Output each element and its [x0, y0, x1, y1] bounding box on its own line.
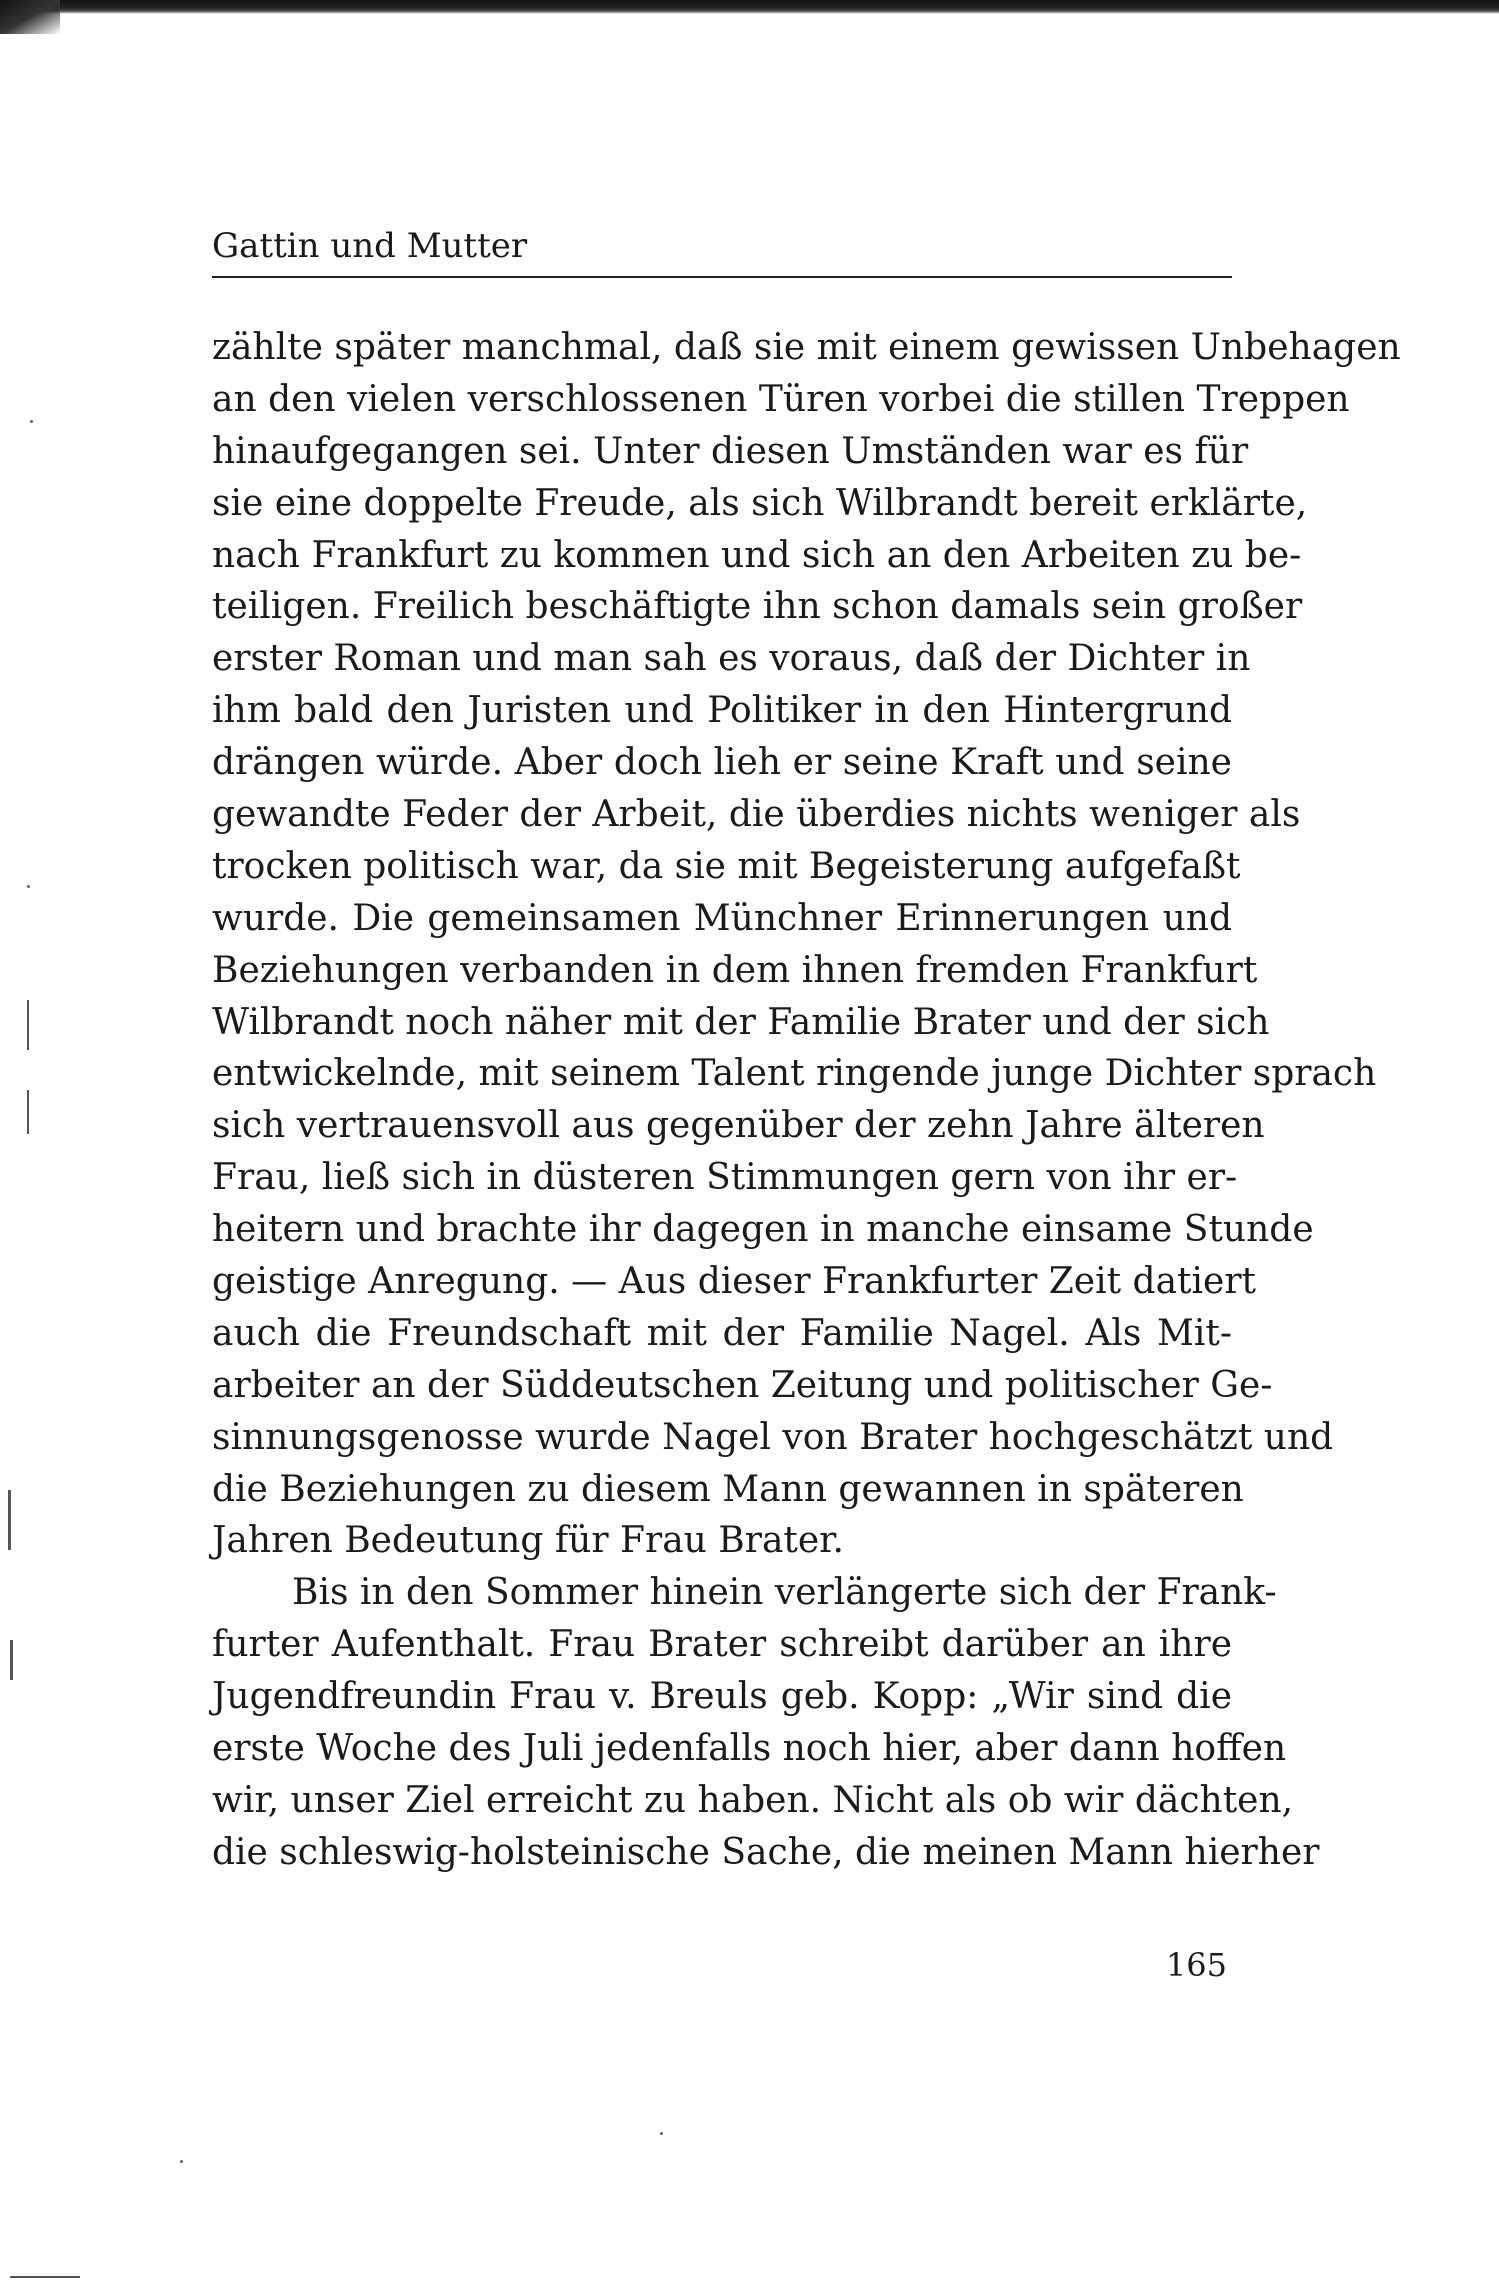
- body-text: [212, 322, 1401, 1879]
- text-line: Beziehungen verbanden in dem ihnen fremden Frankfurt: [212, 949, 1258, 991]
- text-line: erste Woche des Juli jedenfalls noch hier, aber dann hoffen: [212, 1728, 1287, 1770]
- text-line: die schleswig-holsteinische Sache, die meinen Mann hierher: [212, 1831, 1320, 1873]
- text-line: entwickelnde, mit seinem Talent ringende junge Dichter sprach: [212, 1053, 1377, 1095]
- scan-speck: [30, 420, 33, 423]
- text-line: hinaufgegangen sei. Unter diesen Umständen war es für: [212, 430, 1249, 472]
- text-line: nach Frankfurt zu kommen und sich an den Arbeiten zu be-: [212, 534, 1302, 576]
- text-line: Wilbrandt noch näher mit der Familie Brater und der sich: [212, 1001, 1270, 1043]
- margin-mark: [8, 1490, 11, 1550]
- text-line: Jugendfreundin Frau v. Breuls geb. Kopp: „Wir sind die: [212, 1676, 1232, 1718]
- text-line: gewandte Feder der Arbeit, die überdies nichts weniger als: [212, 794, 1301, 836]
- running-head: Gattin und Mutter: [212, 226, 528, 266]
- text-line: sich vertrauensvoll aus gegenüber der zehn Jahre älteren: [212, 1105, 1265, 1147]
- text-line: sinnungsgenosse wurde Nagel von Brater hochgeschätzt und: [212, 1416, 1334, 1458]
- text-line: ihm bald den Juristen und Politiker in den Hintergrund: [212, 690, 1232, 732]
- margin-mark: [27, 1000, 29, 1050]
- header-rule: [212, 276, 1232, 278]
- text-line: an den vielen verschlossenen Türen vorbei die stillen Treppen: [212, 378, 1350, 420]
- text-line: wurde. Die gemeinsamen Münchner Erinnerungen und: [212, 897, 1232, 939]
- text-line: auch die Freundschaft mit der Familie Nagel. Als Mit-: [212, 1312, 1232, 1354]
- scan-bottom-mark: [10, 2276, 80, 2278]
- scan-speck: [180, 2160, 183, 2163]
- text-line: trocken politisch war, da sie mit Begeisterung aufgefaßt: [212, 845, 1241, 887]
- text-line: die Beziehungen zu diesem Mann gewannen in späteren: [212, 1468, 1244, 1510]
- text-line: arbeiter an der Süddeutschen Zeitung und politischer Ge-: [212, 1364, 1273, 1406]
- text-line: wir, unser Ziel erreicht zu haben. Nicht als ob wir dächten,: [212, 1779, 1294, 1821]
- margin-mark: [10, 1640, 13, 1680]
- page-number: 165: [1165, 1946, 1227, 1984]
- scan-top-edge: [0, 0, 1499, 14]
- paragraph-last-line: Jahren Bedeutung für Frau Brater.: [212, 1520, 844, 1562]
- text-line: drängen würde. Aber doch lieh er seine Kraft und seine: [212, 742, 1232, 784]
- margin-mark: [27, 1090, 29, 1134]
- text-line: heitern und brachte ihr dagegen in manche einsame Stunde: [212, 1209, 1314, 1251]
- paragraph-first-line: Bis in den Sommer hinein verlängerte sich der Frank-: [292, 1572, 1277, 1614]
- scan-speck: [660, 2132, 663, 2135]
- text-line: furter Aufenthalt. Frau Brater schreibt darüber an ihre: [212, 1624, 1232, 1666]
- text-line: geistige Anregung. — Aus dieser Frankfurter Zeit datiert: [212, 1261, 1256, 1303]
- text-line: teiligen. Freilich beschäftigte ihn schon damals sein großer: [212, 586, 1303, 628]
- text-line: erster Roman und man sah es voraus, daß der Dichter in: [212, 638, 1251, 680]
- text-line: zählte später manchmal, daß sie mit einem gewissen Unbehagen: [212, 327, 1401, 368]
- text-line: sie eine doppelte Freude, als sich Wilbrandt bereit erklärte,: [212, 482, 1308, 524]
- text-line: Frau, ließ sich in düsteren Stimmungen gern von ihr er-: [212, 1157, 1238, 1199]
- scan-speck: [27, 885, 30, 888]
- scan-corner-shadow: [0, 0, 60, 34]
